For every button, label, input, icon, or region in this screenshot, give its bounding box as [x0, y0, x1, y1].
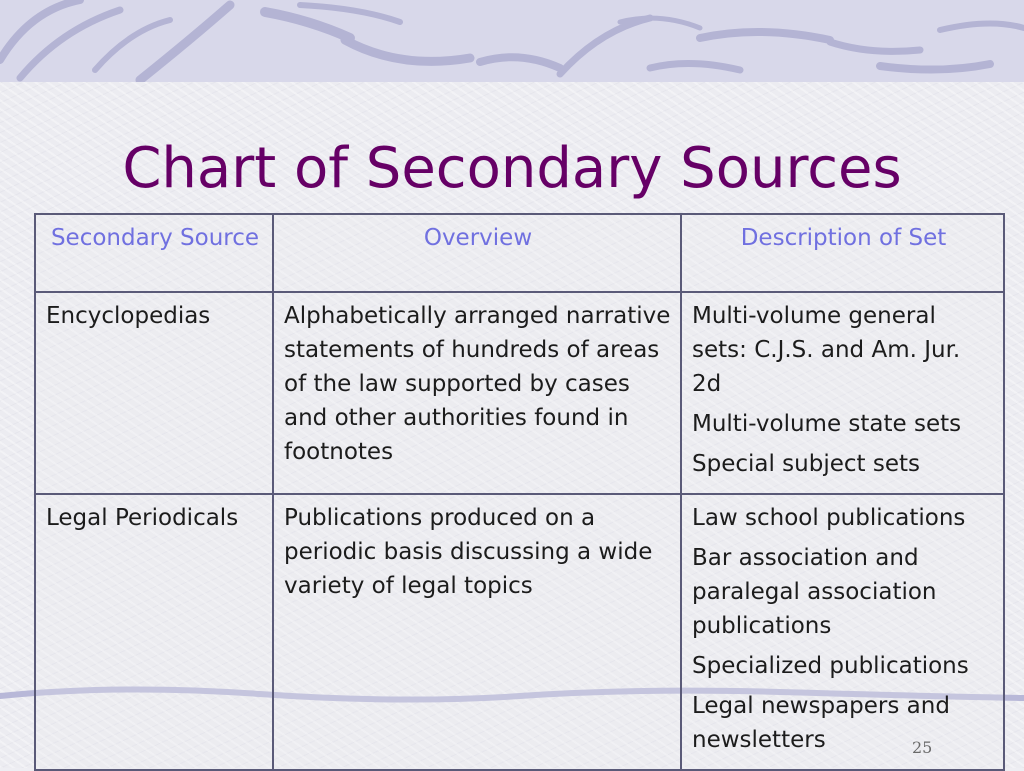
description-item: Law school publications [692, 505, 966, 531]
table-header-row [35, 214, 1004, 292]
table-row [35, 494, 1004, 770]
secondary-sources-table [34, 213, 1005, 771]
description-item: Multi-volume state sets [692, 411, 962, 437]
overview-cell: Alphabetically arranged narrative statements of hundreds of areas of the law supported by cases and other authorities found in footnotes [273, 292, 681, 494]
column-header-secondary-source: Secondary Source [35, 214, 273, 292]
column-header-description: Description of Set [681, 214, 1004, 292]
column-header-overview: Overview [273, 214, 681, 292]
description-item: Multi-volume general sets: C.J.S. and Am. Jur. 2d [692, 303, 961, 397]
decorative-swirls [0, 0, 1024, 82]
description-item: Bar association and paralegal association publications [692, 545, 937, 639]
slide-title: Chart of Secondary Sources [122, 136, 902, 201]
description-item: Legal newspapers and newsletters [692, 693, 950, 753]
description-item: Specialized publications [692, 653, 969, 679]
description-item: Special subject sets [692, 451, 920, 477]
description-cell [681, 292, 1004, 494]
overview-cell: Publications produced on a periodic basis discussing a wide variety of legal topics [273, 494, 681, 770]
source-cell: Encyclopedias [35, 292, 273, 494]
table-row [35, 292, 1004, 494]
slide-number: 25 [912, 738, 933, 757]
source-cell: Legal Periodicals [35, 494, 273, 770]
decorative-header-band [0, 0, 1024, 82]
description-cell [681, 494, 1004, 770]
